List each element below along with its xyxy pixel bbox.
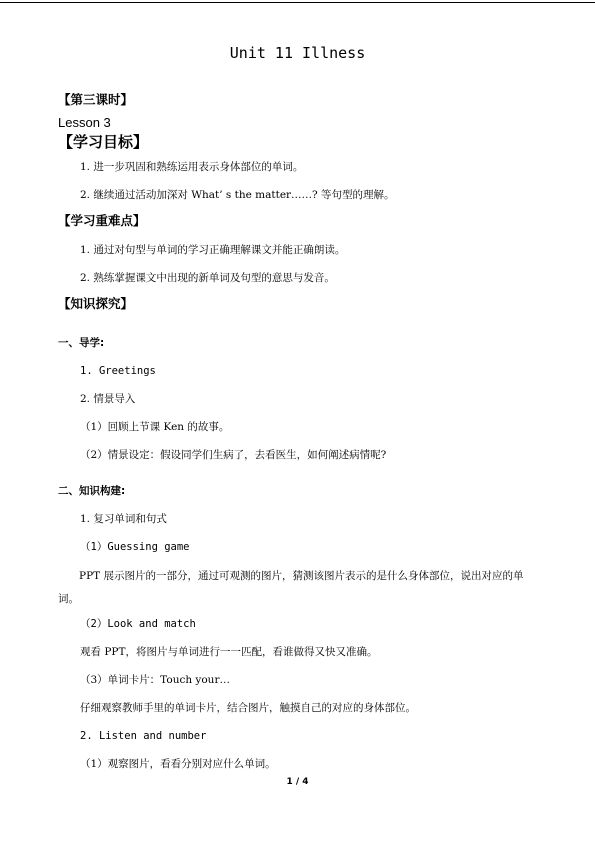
part2-item: 2. Listen and number: [80, 730, 207, 742]
goals-heading: 【学习目标】: [58, 133, 149, 151]
part1-item: 2. 情景导入: [80, 393, 136, 405]
part2-item: 观看 PPT，将图片与单词进行一一匹配，看谁做得又快又准确。: [80, 646, 378, 658]
part2-item: （1）观察图片，看看分别对应什么单词。: [80, 758, 276, 770]
key-point-item: 1. 通过对句型与单词的学习正确理解课文并能正确朗读。: [80, 244, 346, 256]
key-point-item: 2. 熟练掌握课文中出现的新单词及句型的意思与发音。: [80, 272, 335, 284]
part2-item: 仔细观察教师手里的单词卡片，结合图片，触摸自己的对应的身体部位。: [80, 702, 416, 714]
part1-item: （2）情景设定：假设同学们生病了，去看医生，如何阐述病情呢?: [80, 449, 387, 461]
part2-heading: 二、知识构建:: [58, 485, 126, 497]
part2-item: 1. 复习单词和句式: [80, 513, 167, 525]
header-rule: [0, 2, 595, 3]
part2-paragraph: PPT 展示图片的一部分，通过可观测的图片，猜测该图片表示的是什么身体部位，说出对应的单词。: [58, 570, 524, 605]
page-number: 1 / 4: [286, 777, 309, 787]
goal-item: 2. 继续通过活动加深对 What’ s the matter……? 等句型的理解。: [80, 189, 395, 201]
document-title: Unit 11 Illness: [229, 44, 366, 62]
explore-heading: 【知识探究】: [58, 296, 134, 311]
period-heading: 【第三课时】: [58, 92, 134, 107]
part1-item: （1）回顾上节课 Ken 的故事。: [80, 421, 230, 433]
goal-item: 1. 进一步巩固和熟练运用表示身体部位的单词。: [80, 161, 304, 173]
part2-item: （2）Look and match: [80, 618, 196, 630]
part2-item: （1）Guessing game: [80, 541, 190, 553]
part1-heading: 一、导学:: [58, 337, 105, 349]
part2-item: （3）单词卡片：Touch your…: [80, 674, 230, 686]
lesson-label: Lesson 3: [58, 115, 111, 130]
key-points-heading: 【学习重难点】: [58, 213, 146, 228]
part1-item: 1. Greetings: [80, 365, 156, 377]
